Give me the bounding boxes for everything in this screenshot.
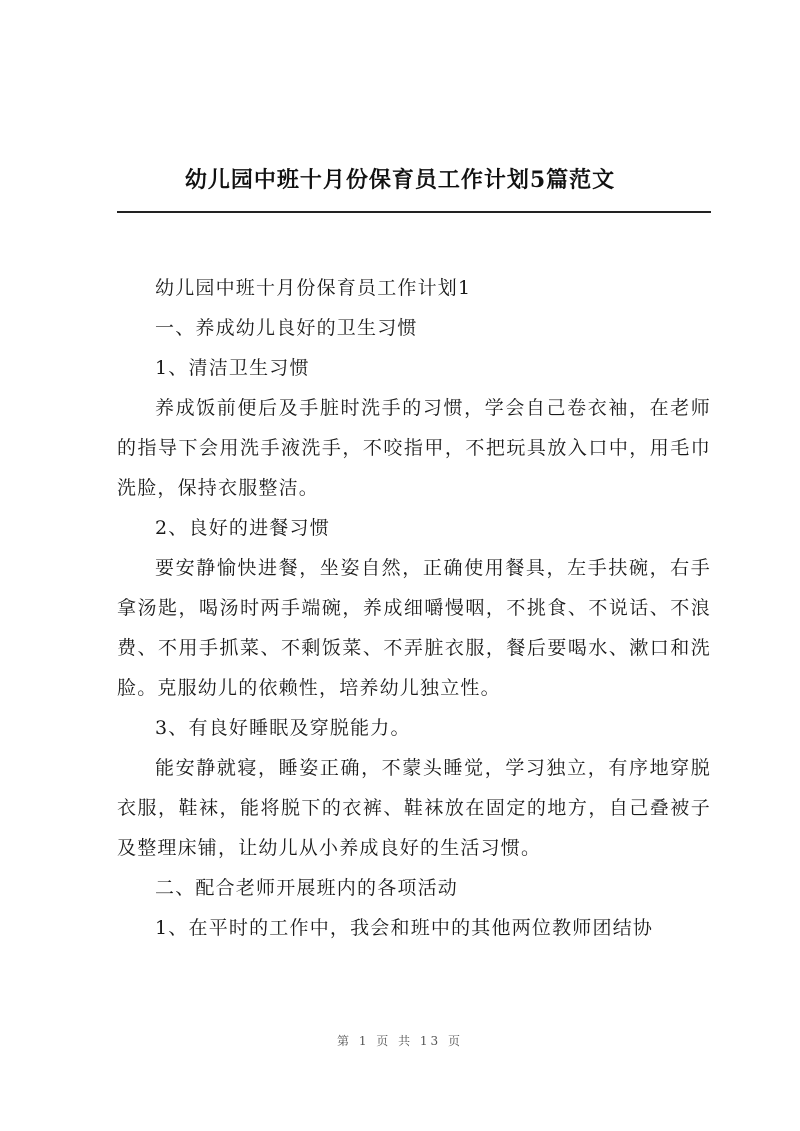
- title-divider: [117, 211, 711, 213]
- paragraph: 养成饭前便后及手脏时洗手的习惯，学会自己卷衣袖，在老师的指导下会用洗手液洗手，不咬指甲，不把玩具放入口中，用毛巾洗脸，保持衣服整洁。: [117, 397, 711, 499]
- paragraph: 要安静愉快进餐，坐姿自然，正确使用餐具，左手扶碗，右手拿汤匙，喝汤时两手端碗，养成细嚼慢咽，不挑食、不说话、不浪费、不用手抓菜、不剩饭菜、不弄脏衣服，餐后要喝水、漱口和洗脸。克服幼儿的依赖性，培养幼儿独立性。: [117, 557, 711, 699]
- paragraph: 一、养成幼儿良好的卫生习惯: [155, 317, 418, 339]
- document-body: [117, 268, 711, 948]
- paragraph: 1、清洁卫生习惯: [155, 357, 310, 379]
- paragraph: 1、在平时的工作中，我会和班中的其他两位教师团结协: [155, 917, 654, 939]
- paragraph: 二、配合老师开展班内的各项活动: [155, 877, 459, 899]
- paragraph: 能安静就寝，睡姿正确，不蒙头睡觉，学习独立，有序地穿脱衣服，鞋袜，能将脱下的衣裤、鞋袜放在固定的地方，自己叠被子及整理床铺，让幼儿从小养成良好的生活习惯。: [117, 757, 711, 859]
- paragraph: 2、良好的进餐习惯: [155, 517, 330, 539]
- paragraph: 幼儿园中班十月份保育员工作计划1: [155, 277, 472, 299]
- page-footer: 第 1 页 共 13 页: [337, 1034, 463, 1048]
- document-title: 幼儿园中班十月份保育员工作计划5篇范文: [184, 167, 616, 193]
- paragraph: 3、有良好睡眠及穿脱能力。: [155, 717, 411, 739]
